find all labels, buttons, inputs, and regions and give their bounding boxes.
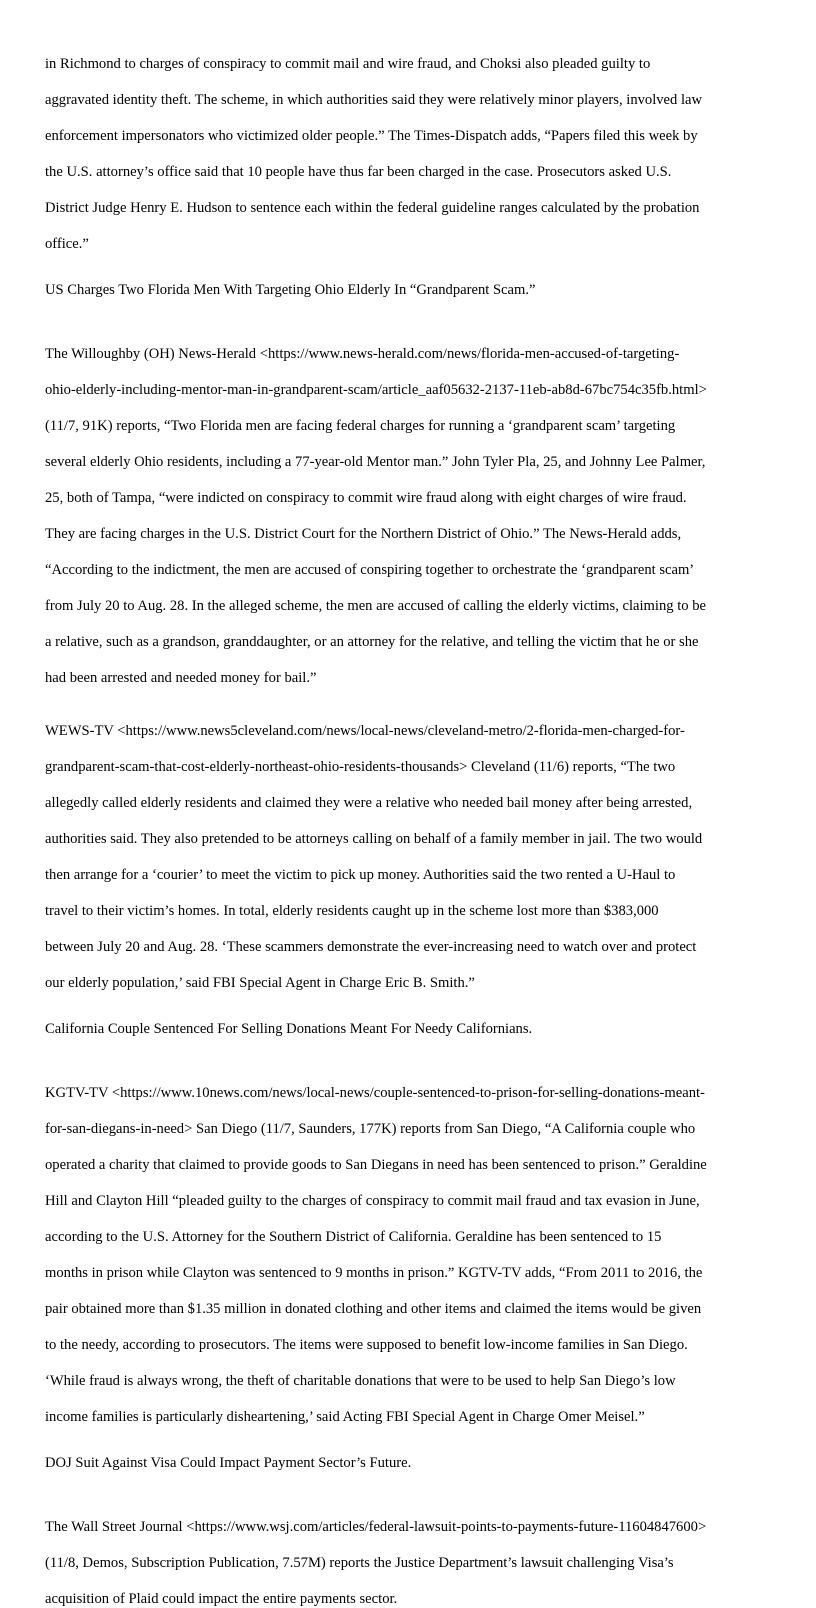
text-line: travel to their victim’s homes. In total, elderly residents caught up in the scheme lost more than $383,000 — [45, 903, 659, 919]
text-line: several elderly Ohio residents, including a 77-year-old Mentor man.” John Tyler Pla, 25, and Johnny Lee Palmer, — [45, 454, 706, 470]
text-line: They are facing charges in the U.S. District Court for the Northern District of Ohio.” The News-Herald adds, — [45, 526, 682, 542]
spacer — [45, 992, 775, 1020]
text-line: “According to the indictment, the men are accused of conspiring together to orchestrate the ‘grandparent scam’ — [45, 562, 695, 578]
spacer — [45, 1472, 775, 1500]
text-line: from July 20 to Aug. 28. In the alleged scheme, the men are accused of calling the elderly victims, claiming to be — [45, 598, 706, 614]
story-headline: DOJ Suit Against Visa Could Impact Payment Sector’s Future. — [45, 1455, 412, 1471]
text-line: grandparent-scam-that-cost-elderly-northeast-ohio-residents-thousands> Cleveland (11/6) reports, “The two — [45, 759, 676, 775]
text-line: aggravated identity theft. The scheme, in which authorities said they were relatively minor players, involved law — [45, 92, 703, 108]
text-line: 25, both of Tampa, “were indicted on conspiracy to commit wire fraud along with eight charges of wire fraud. — [45, 490, 687, 506]
text-line: ohio-elderly-including-mentor-man-in-grandparent-scam/article_aaf05632-2137-11eb-ab8d-67bc754c35fb.html> — [45, 382, 707, 398]
text-line: ‘While fraud is always wrong, the theft of charitable donations that were to be used to help San Diego’s low — [45, 1373, 676, 1389]
text-line: a relative, such as a grandson, granddaughter, or an attorney for the relative, and telling the victim that he or she — [45, 634, 699, 650]
spacer — [45, 1426, 775, 1454]
text-line: KGTV-TV <https://www.10news.com/news/local-news/couple-sentenced-to-prison-for-selling-donations-meant- — [45, 1085, 705, 1101]
text-line: operated a charity that claimed to provide goods to San Diegans in need has been sentenced to prison.” Geraldine — [45, 1157, 707, 1173]
text-line: in Richmond to charges of conspiracy to commit mail and wire fraud, and Choksi also pleaded guilty to — [45, 56, 651, 72]
text-line: pair obtained more than $1.35 million in donated clothing and other items and claimed the items would be given — [45, 1301, 702, 1317]
text-line: (11/7, 91K) reports, “Two Florida men are facing federal charges for running a ‘grandparent scam’ targeting — [45, 418, 676, 434]
text-line: authorities said. They also pretended to be attorneys calling on behalf of a family member in jail. The two would — [45, 831, 703, 847]
article-paragraph — [45, 37, 775, 253]
text-line: the U.S. attorney’s office said that 10 people have thus far been charged in the case. Prosecutors asked U.S. — [45, 164, 672, 180]
article-paragraph — [45, 1500, 775, 1608]
article-paragraph — [45, 704, 775, 992]
text-line: months in prison while Clayton was sentenced to 9 months in prison.” KGTV-TV adds, “From 2011 to 2016, the — [45, 1265, 703, 1281]
spacer — [45, 687, 775, 704]
text-line: acquisition of Plaid could impact the entire payments sector. — [45, 1591, 398, 1607]
text-line: our elderly population,’ said FBI Special Agent in Charge Eric B. Smith.” — [45, 975, 475, 991]
spacer — [45, 299, 775, 327]
text-line: had been arrested and needed money for bail.” — [45, 670, 317, 686]
text-line: between July 20 and Aug. 28. ‘These scammers demonstrate the ever-increasing need to watch over and protect — [45, 939, 697, 955]
text-line: The Wall Street Journal <https://www.wsj.com/articles/federal-lawsuit-points-to-payments-future-11604847600> — [45, 1519, 707, 1535]
text-line: (11/8, Demos, Subscription Publication, 7.57M) reports the Justice Department’s lawsuit challenging Visa’s — [45, 1555, 674, 1571]
text-line: income families is particularly disheartening,’ said Acting FBI Special Agent in Charge Omer Meisel.” — [45, 1409, 645, 1425]
document-page — [45, 37, 775, 1608]
text-line: allegedly called elderly residents and claimed they were a relative who needed bail money after being arrested, — [45, 795, 693, 811]
text-line: WEWS-TV <https://www.news5cleveland.com/news/local-news/cleveland-metro/2-florida-men-charged-for- — [45, 723, 685, 739]
story-headline: US Charges Two Florida Men With Targeting Ohio Elderly In “Grandparent Scam.” — [45, 282, 536, 298]
article-paragraph — [45, 1066, 775, 1426]
text-line: to the needy, according to prosecutors. The items were supposed to benefit low-income families in San Diego. — [45, 1337, 688, 1353]
story-headline: California Couple Sentenced For Selling Donations Meant For Needy Californians. — [45, 1021, 533, 1037]
text-line: The Willoughby (OH) News-Herald <https://www.news-herald.com/news/florida-men-accused-of-targeting- — [45, 346, 680, 362]
text-line: then arrange for a ‘courier’ to meet the victim to pick up money. Authorities said the two rented a U-Haul to — [45, 867, 676, 883]
text-line: for-san-diegans-in-need> San Diego (11/7, Saunders, 177K) reports from San Diego, “A California couple who — [45, 1121, 696, 1137]
spacer — [45, 253, 775, 281]
text-line: Hill and Clayton Hill “pleaded guilty to the charges of conspiracy to commit mail fraud and tax evasion in June, — [45, 1193, 700, 1209]
article-paragraph — [45, 327, 775, 687]
text-line: enforcement impersonators who victimized older people.” The Times-Dispatch adds, “Papers filed this week by — [45, 128, 698, 144]
text-line: office.” — [45, 236, 89, 252]
text-line: District Judge Henry E. Hudson to sentence each within the federal guideline ranges calculated by the probation — [45, 200, 700, 216]
spacer — [45, 1038, 775, 1066]
text-line: according to the U.S. Attorney for the Southern District of California. Geraldine has been sentenced to 15 — [45, 1229, 662, 1245]
